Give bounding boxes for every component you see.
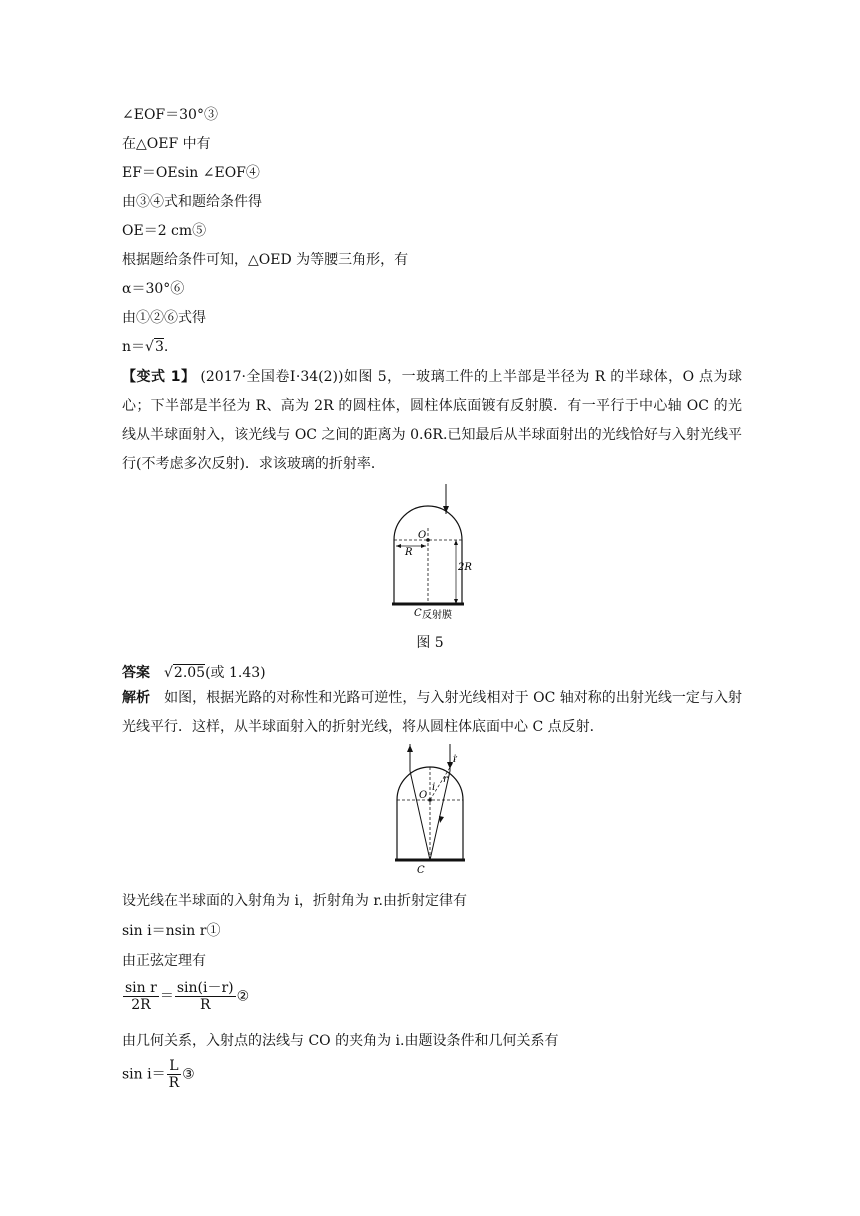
label-C: C <box>414 608 422 619</box>
problem-tag: 【变式 1】 <box>122 369 196 385</box>
figure-5-diagram <box>380 480 500 628</box>
center-point <box>428 798 432 802</box>
equation-line-3: EF＝OEsin ∠EOF④ <box>122 165 260 181</box>
radius-arrow-left <box>396 544 401 548</box>
label-film: 反射膜 <box>422 610 452 621</box>
fraction-left: $\frac{\text{sin r}}{2R}$ <box>125 980 157 1013</box>
label-R: R <box>405 547 413 558</box>
eq9-period: . <box>163 339 169 355</box>
center-point <box>426 538 430 542</box>
equals-sign: ＝ <box>159 988 174 1005</box>
label-r: r <box>443 774 448 785</box>
equation-tag-2: ② <box>236 988 250 1005</box>
eq9-lhs: n＝ <box>122 339 146 355</box>
label-C: C <box>417 865 425 876</box>
sqrt-sign: √ <box>164 665 173 681</box>
text-snell-intro: 设光线在半球面的入射角为 i，折射角为 r.由折射定律有 <box>122 893 467 909</box>
answer-line <box>122 662 266 682</box>
answer-alt: (或 1.43) <box>205 665 266 681</box>
equation-line-9 <box>122 336 168 356</box>
solution-diagram <box>385 744 495 876</box>
fraction-L-over-R: $\frac{L}{R}$ <box>168 1058 180 1091</box>
equation-sine-law <box>122 980 249 1013</box>
analysis-paragraph <box>122 684 742 742</box>
figure-5-caption: 图 5 <box>416 635 444 651</box>
label-2R: 2R <box>458 562 472 573</box>
equation-geometry <box>122 1058 195 1091</box>
equation-line-7: α＝30°⑥ <box>122 281 185 297</box>
answer-radicand: 2.05 <box>173 665 206 681</box>
text-line-2: 在△OEF 中有 <box>122 136 211 152</box>
text-line-6: 根据题给条件可知，△OED 为等腰三角形，有 <box>122 252 409 268</box>
equation-tag-3: ③ <box>182 1066 195 1083</box>
answer-label: 答案 <box>122 665 150 681</box>
text-line-8: 由①②⑥式得 <box>122 310 206 326</box>
height-arrow-top <box>454 540 458 545</box>
fraction-right: $\frac{\sin(i-r)}{R}$ <box>176 980 234 1013</box>
problem-text: (2017·全国卷Ⅰ·34(2))如图 5，一玻璃工件的上半部是半径为 R 的半球体，O 点为球心；下半部是半径为 R、高为 2R 的圆柱体，圆柱体底面镀有反射膜．有一平行于中心轴 OC 的光线从半球面射入，该光线与 OC 之间的距离为 0.6R.已知最后从半球面射出的光线恰好与入射光线平行(不考虑多次反射)．求该玻璃的折射率． <box>122 369 742 472</box>
label-i: i <box>432 782 436 793</box>
analysis-label: 解析 <box>122 690 151 706</box>
label-O: O <box>419 790 428 801</box>
label-O: O <box>418 530 427 541</box>
problem-paragraph <box>122 363 742 479</box>
refracted-arrowhead <box>439 816 444 823</box>
equation-snell: sin i＝nsin r① <box>122 923 221 939</box>
label-i-top: i <box>453 754 457 765</box>
eq9-radicand: 3 <box>154 339 164 355</box>
reflected-ray <box>410 771 430 860</box>
eq3-lhs: sin i＝ <box>122 1066 166 1083</box>
text-line-4: 由③④式和题给条件得 <box>122 194 262 210</box>
equation-line-5: OE＝2 cm⑤ <box>122 223 207 239</box>
radius-arrow-right <box>421 544 426 548</box>
sqrt-sign: √ <box>145 339 154 355</box>
text-geometry: 由几何关系，入射点的法线与 CO 的夹角为 i.由题设条件和几何关系有 <box>122 1033 559 1049</box>
text-sine-law: 由正弦定理有 <box>122 953 206 969</box>
analysis-text: 如图，根据光路的对称性和光路可逆性，与入射光线相对于 OC 轴对称的出射光线一定与入射光线平行．这样，从半球面射入的折射光线，将从圆柱体底面中心 C 点反射． <box>122 690 742 735</box>
equation-line-1: ∠EOF＝30°③ <box>122 107 218 123</box>
emergent-arrowhead <box>407 745 413 752</box>
